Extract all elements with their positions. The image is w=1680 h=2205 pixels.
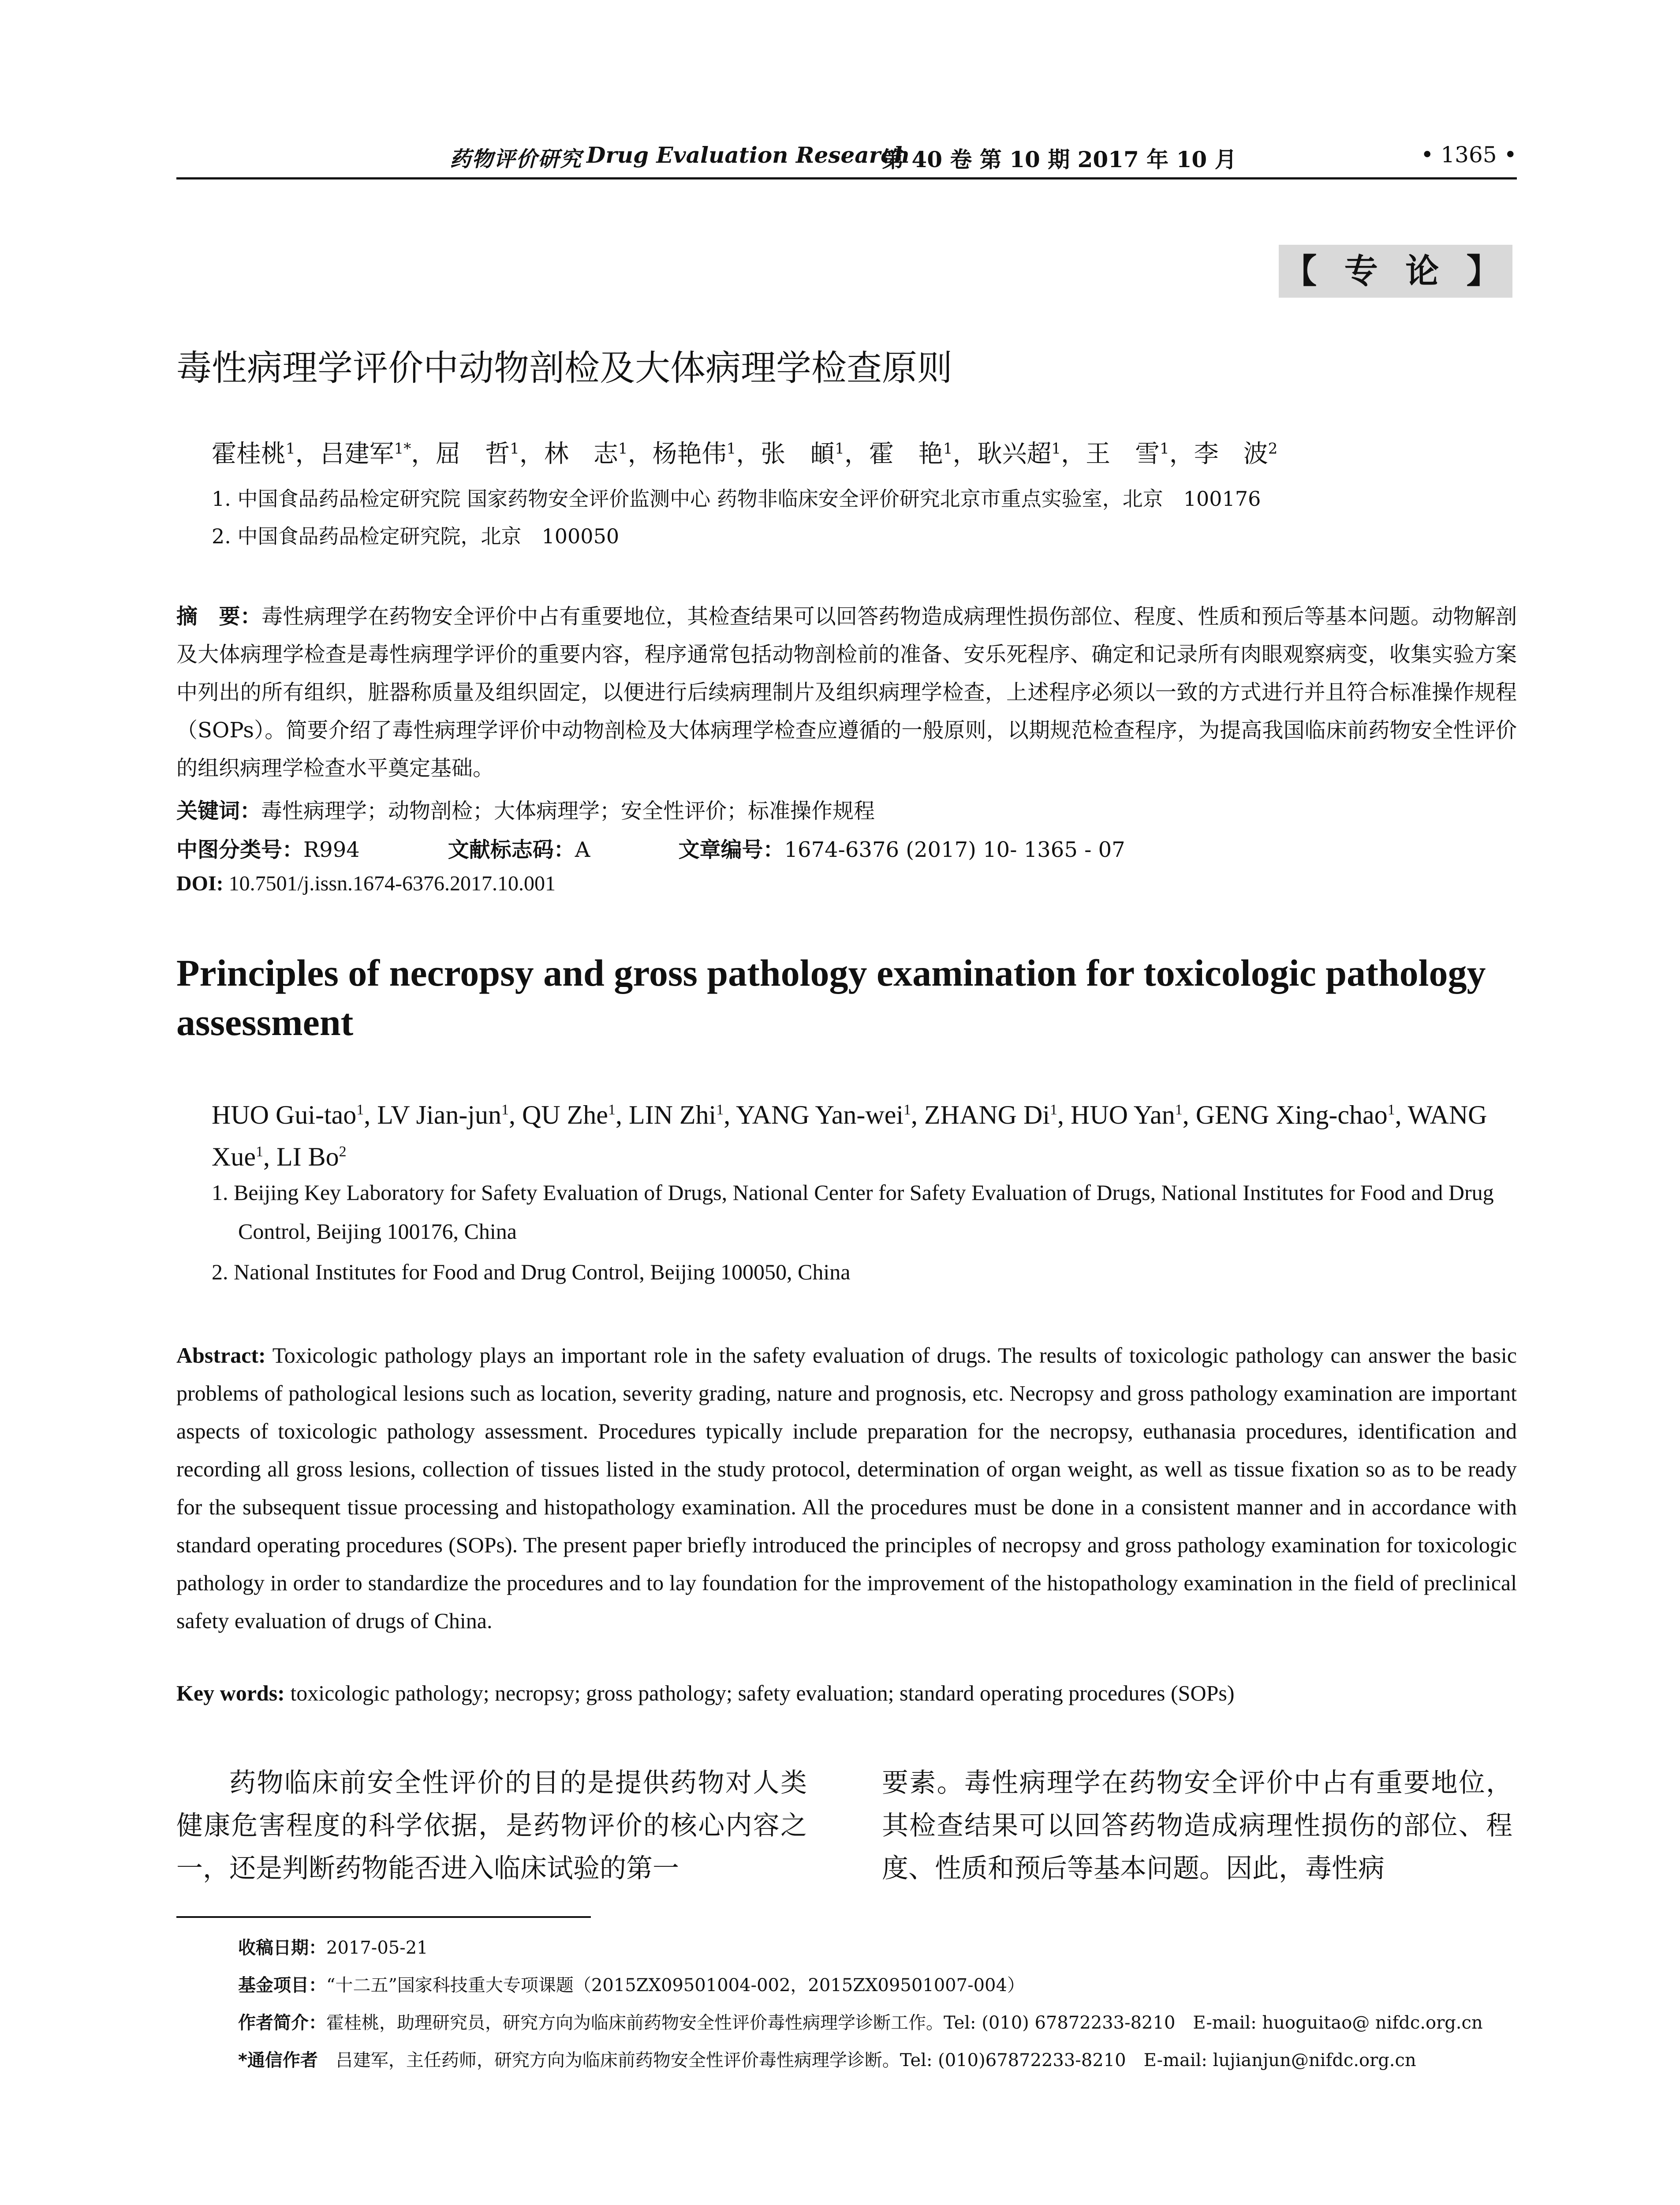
header-rule: [176, 177, 1517, 179]
page-number: • 1365 •: [1420, 142, 1517, 168]
cn-keywords: [176, 794, 1517, 824]
clc-value: R994: [303, 837, 360, 862]
cn-author: 耿兴超$^1$: [977, 440, 1061, 468]
en-author: LV Jian-jun$^1$: [377, 1100, 509, 1129]
doc-code-value: A: [575, 837, 590, 862]
doi-value: 10.7501/j.issn.1674-6376.2017.10.001: [228, 872, 556, 895]
cn-author: 林 志$^1$: [544, 440, 628, 468]
en-affiliation-2: 2. National Institutes for Food and Drug Control, Beijing 100050, China: [212, 1259, 851, 1284]
fund-label: 基金项目：: [238, 1975, 326, 1996]
issue-info: 第 40 卷 第 10 期 2017 年 10 月: [882, 146, 1237, 172]
cn-affiliation-1: 1. 中国食品药品检定研究院 国家药物安全评价监测中心 药物非临床安全评价研究北京市重点实验室，北京 100176: [212, 487, 1261, 511]
cn-author-list: 霍桂桃$^1$，吕建军$^{1*}$，屈 哲$^1$，林 志$^1$，杨艳伟$^1$，张 頔$^1$，霍 艳$^1$，耿兴超$^1$，王 雪$^1$，李 波$^2$: [212, 440, 1278, 468]
en-author: HUO Yan$^1$: [1071, 1100, 1183, 1129]
en-author: LIN Zhi$^1$: [628, 1100, 724, 1129]
en-keywords-text: toxicologic pathology; necropsy; gross pathology; safety evaluation; standard operating procedures (SOPs): [290, 1681, 1235, 1705]
en-affiliation-1: 1. Beijing Key Laboratory for Safety Evaluation of Drugs, National Center for Safety Evaluation of Drugs, National Institutes for Food and Drug Control, Beijing 100176, China: [212, 1180, 1494, 1244]
clc-label: 中图分类号：: [176, 837, 304, 862]
footnote-rule: [176, 1916, 591, 1918]
cn-affiliation-2: 2. 中国食品药品检定研究院，北京 100050: [212, 524, 620, 548]
en-abstract-label: Abstract:: [176, 1343, 266, 1368]
footnote-author-bio: [238, 2009, 1517, 2034]
bio-text: 霍桂桃，助理研究员，研究方向为临床前药物安全性评价毒性病理学诊断工作。Tel: (010) 67872233-8210 E-mail: huoguitao@ nifdc.org.cn: [326, 2013, 1483, 2033]
cn-author: 张 頔$^1$: [761, 440, 844, 468]
classification-line: [176, 833, 1517, 863]
received-label: 收稿日期：: [238, 1938, 326, 1958]
en-author: WANG Xue$^1$: [212, 1100, 1487, 1171]
footnote-fund: [238, 1971, 1517, 1996]
en-author: HUO Gui-tao$^1$: [212, 1100, 364, 1129]
en-author: ZHANG Di$^1$: [924, 1100, 1057, 1129]
cn-author: 霍桂桃$^1$: [212, 440, 295, 468]
en-author: LI Bo$^2$: [276, 1142, 347, 1171]
footnote-corresponding: [238, 2046, 1517, 2071]
en-abstract: [176, 1336, 1517, 1640]
cn-author: 李 波$^2$: [1194, 440, 1278, 468]
en-keywords-label: Key words:: [176, 1681, 285, 1705]
cn-abstract: [176, 598, 1517, 787]
cn-abstract-text: 毒性病理学在药物安全评价中占有重要地位，其检查结果可以回答药物造成病理性损伤部位、程度、性质和预后等基本问题。动物解剖及大体病理学检查是毒性病理学评价的重要内容，程序通常包括动物剖检前的准备、安乐死程序、确定和记录所有肉眼观察病变，收集实验方案中列出的所有组织，脏器称质量及组织固定，以便进行后续病理制片及组织病理学检查，上述程序必须以一致的方式进行并且符合标准操作规程（SOPs）。简要介绍了毒性病理学评价中动物剖检及大体病理学检查应遵循的一般原则，以期规范检查程序，为提高我国临床前药物安全性评价的组织病理学检查水平奠定基础。: [176, 604, 1517, 781]
bio-label: 作者简介：: [238, 2013, 326, 2033]
en-author: GENG Xing-chao$^1$: [1195, 1100, 1395, 1129]
cn-author: 霍 艳$^1$: [869, 440, 953, 468]
cn-author: 屈 哲$^1$: [436, 440, 519, 468]
cn-abstract-label: 摘 要：: [176, 604, 262, 629]
body-column-right: 要素。毒性病理学在药物安全评价中占有重要地位，其检查结果可以回答药物造成病理性损伤的部位、程度、性质和预后等基本问题。因此，毒性病: [882, 1768, 1512, 1884]
doc-code-label: 文献标志码：: [448, 837, 575, 862]
article-no-label: 文章编号：: [678, 837, 784, 862]
doi-line: [176, 871, 1517, 896]
cn-author: 王 雪$^1$: [1086, 440, 1169, 468]
fund-text: “十二五”国家科技重大专项课题（2015ZX09501004-002，2015ZX09501007-004）: [326, 1975, 1025, 1996]
en-abstract-text: Toxicologic pathology plays an important role in the safety evaluation of drugs. The results of toxicologic pathology can answer the basic problems of pathological lesions such as location, severity grading, nature and prognosis, etc. Necropsy and gross pathology examination are important aspects of toxicologic pathology assessment. Procedures typically include preparation for the necropsy, euthanasia procedures, identification and recording all gross lesions, collection of tissues listed in the study protocol, determination of organ weight, as well as tissue fixation so as to be ready for the subsequent tissue processing and histopathology examination. All the procedures must be done in a consistent manner and in accordance with standard operating procedures (SOPs). The present paper briefly introduced the principles of necropsy and gross pathology examination for toxicologic pathology in order to standardize the procedures and to lay foundation for the improvement of the histopathology examination in the field of preclinical safety evaluation of drugs of China.: [176, 1343, 1517, 1633]
en-keywords: [176, 1680, 1517, 1706]
en-author-list: HUO Gui-tao$^1$, LV Jian-jun$^1$, QU Zhe$^1$, LIN Zhi$^1$, YANG Yan-wei$^1$, ZHANG Di$^1$, HUO Yan$^1$, GENG Xing-chao$^1$, WANG Xue$^1$, LI Bo$^2$: [212, 1100, 1487, 1171]
en-author: QU Zhe$^1$: [522, 1100, 616, 1129]
en-title: Principles of necropsy and gross pathology examination for toxicologic pathology assessment: [176, 952, 1486, 1043]
article-no-value: 1674-6376 (2017) 10- 1365 - 07: [784, 837, 1125, 862]
cn-keywords-label: 关键词：: [176, 799, 261, 823]
footnote-received: [238, 1934, 1517, 1959]
en-author: YANG Yan-wei$^1$: [736, 1100, 911, 1129]
cn-keywords-text: 毒性病理学；动物剖检；大体病理学；安全性评价；标准操作规程: [261, 799, 875, 823]
cn-title: 毒性病理学评价中动物剖检及大体病理学检查原则: [176, 348, 952, 389]
corr-text: 吕建军，主任药师，研究方向为临床前药物安全性评价毒性病理学诊断。Tel: (010)67872233-8210 E-mail: lujianjun@nifdc.org.cn: [335, 2050, 1416, 2070]
received-date: 2017-05-21: [326, 1938, 428, 1958]
column-tag: 【 专 论 】: [1279, 245, 1512, 298]
corr-label: *通信作者: [238, 2050, 318, 2070]
cn-author: 杨艳伟$^1$: [652, 440, 736, 468]
journal-name: Drug Evaluation Research: [586, 142, 910, 168]
body-column-left: 药物临床前安全性评价的目的是提供药物对人类健康危害程度的科学依据，是药物评价的核心内容之一，还是判断药物能否进入临床试验的第一: [176, 1768, 807, 1884]
cn-author: 吕建军$^{1*}$: [320, 440, 411, 468]
running-header: [176, 142, 1517, 177]
doi-label: DOI:: [176, 872, 224, 895]
journal-logo: 药物评价研究: [450, 147, 582, 172]
